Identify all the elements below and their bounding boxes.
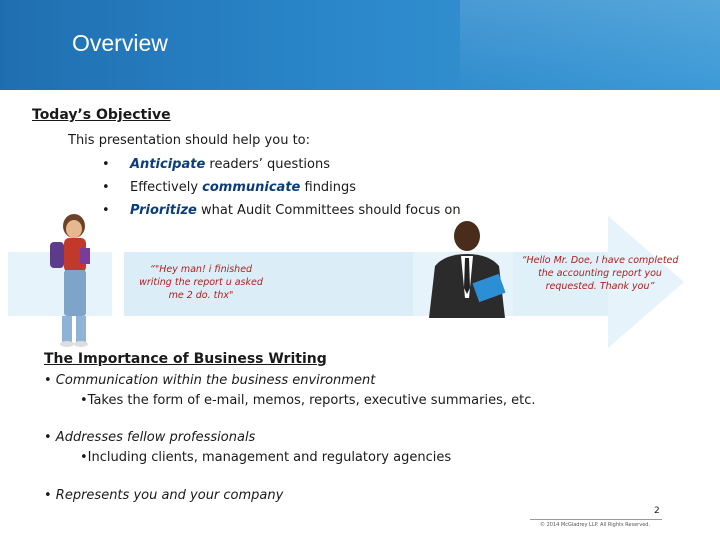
objective-text: readers’ questions [205, 157, 330, 172]
objective-emphasis: communicate [202, 180, 301, 195]
objective-text: what Audit Committees should focus on [196, 203, 461, 218]
header-gradient [460, 0, 720, 90]
informal-quote: “"Hey man! i finished writing the report u asked me 2 do. thx" [139, 264, 263, 301]
bullet-icon: • [102, 180, 110, 195]
objective-heading: Today’s Objective [32, 107, 171, 123]
businessman-figure-icon [415, 218, 511, 318]
objective-intro: This presentation should help you to: [68, 133, 310, 148]
slide-title: Overview [72, 30, 168, 56]
footer-divider [530, 519, 662, 520]
bullet-icon: • [102, 157, 110, 172]
objective-text: Effectively [130, 180, 203, 195]
objective-emphasis: Prioritize [130, 203, 197, 218]
objective-item [102, 153, 461, 176]
importance-item: • Represents you and your company [44, 488, 284, 503]
objective-list [102, 153, 461, 222]
student-figure-icon [40, 212, 106, 348]
formal-quote: “Hello Mr. Doe, I have completed the accounting report you requested. Thank you” [521, 255, 679, 292]
importance-subitem: •Takes the form of e-mail, memos, reports, executive summaries, etc. [80, 393, 536, 408]
objective-emphasis: Anticipate [130, 157, 206, 172]
white-gap [112, 246, 124, 322]
importance-subitem: •Including clients, management and regulatory agencies [80, 450, 452, 465]
copyright-text: © 2014 McGladrey LLP. All Rights Reserved. [540, 522, 651, 528]
objective-text: findings [300, 180, 357, 195]
importance-item: • Communication within the business environment [44, 373, 376, 388]
slide-header [0, 0, 720, 90]
page-number: 2 [654, 506, 660, 516]
bullet-icon: • [102, 203, 110, 218]
importance-item: • Addresses fellow professionals [44, 430, 256, 445]
importance-heading: The Importance of Business Writing [44, 351, 327, 367]
objective-item [102, 176, 461, 199]
